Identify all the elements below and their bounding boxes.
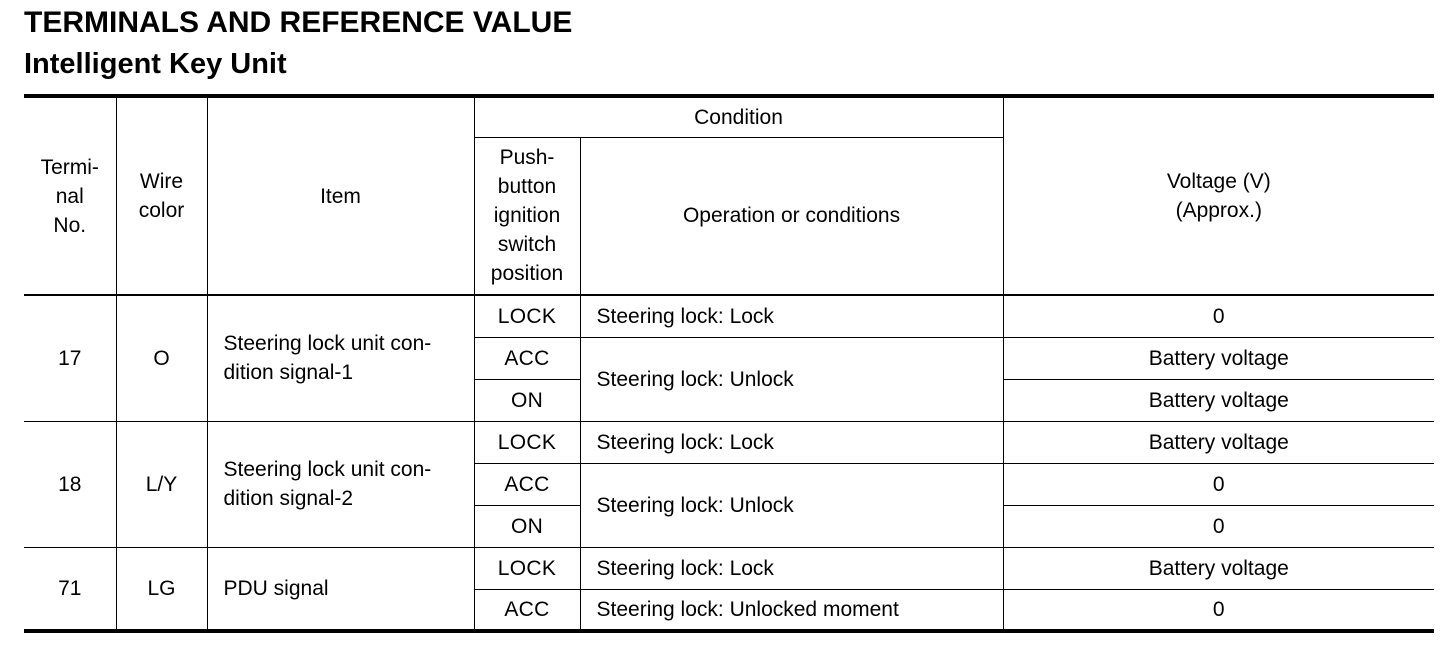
header-condition: Condition — [474, 96, 1003, 137]
header-terminal-line: Termi- — [40, 155, 99, 179]
terminal-cell: 18 — [24, 421, 116, 547]
operation-cell: Steering lock: Lock — [580, 421, 1003, 463]
header-item: Item — [207, 96, 474, 295]
header-voltage-line: (Approx.) — [1175, 199, 1262, 222]
wire-color-cell: LG — [116, 547, 207, 631]
operation-cell: Steering lock: Unlock — [580, 463, 1003, 547]
item-cell — [207, 547, 474, 631]
header-switch-line: ignition — [493, 204, 561, 228]
operation-cell: Steering lock: Lock — [580, 295, 1003, 337]
voltage-cell: 0 — [1003, 589, 1434, 631]
operation-cell: Steering lock: Lock — [580, 547, 1003, 589]
table-row — [24, 295, 1434, 337]
header-switch-line: Push- — [499, 146, 555, 170]
item-line: dition signal-1 — [223, 361, 354, 385]
header-switch-line: switch — [497, 233, 557, 257]
section-subtitle: Intelligent Key Unit — [24, 48, 287, 80]
header-switch-line: button — [497, 175, 557, 199]
header-wire-color — [116, 96, 207, 295]
wire-color-cell: O — [116, 295, 207, 421]
voltage-cell: 0 — [1003, 295, 1434, 337]
voltage-cell: 0 — [1003, 463, 1434, 505]
item-line: dition signal-2 — [223, 487, 354, 510]
table-row — [24, 421, 1434, 463]
header-terminal-line: No. — [53, 213, 87, 237]
position-cell: ON — [474, 505, 580, 547]
position-cell: ACC — [474, 337, 580, 379]
item-cell — [207, 295, 474, 421]
header-voltage-line: Voltage (V) — [1166, 170, 1271, 193]
item-line: Steering lock unit con- — [223, 458, 432, 481]
voltage-cell: 0 — [1003, 505, 1434, 547]
position-cell: LOCK — [474, 421, 580, 463]
voltage-cell: Battery voltage — [1003, 421, 1434, 463]
voltage-cell: Battery voltage — [1003, 547, 1434, 589]
table-row — [24, 547, 1434, 589]
item-line: PDU signal — [223, 576, 329, 600]
position-cell: LOCK — [474, 547, 580, 589]
header-switch-line: position — [490, 262, 564, 286]
position-cell: LOCK — [474, 295, 580, 337]
position-cell: ON — [474, 379, 580, 421]
page-title: TERMINALS AND REFERENCE VALUE — [24, 6, 573, 39]
terminal-cell: 71 — [24, 547, 116, 631]
header-wire-line: Wire — [139, 170, 184, 193]
header-voltage — [1003, 96, 1434, 295]
position-cell: ACC — [474, 463, 580, 505]
position-cell: ACC — [474, 589, 580, 631]
wire-color-cell: L/Y — [116, 421, 207, 547]
voltage-cell: Battery voltage — [1003, 379, 1434, 421]
item-line: Steering lock unit con- — [223, 332, 432, 356]
terminal-cell: 17 — [24, 295, 116, 421]
operation-cell: Steering lock: Unlock — [580, 337, 1003, 421]
header-wire-line: color — [138, 199, 185, 222]
operation-cell: Steering lock: Unlocked moment — [580, 589, 1003, 631]
header-operation: Operation or conditions — [580, 137, 1003, 295]
item-cell — [207, 421, 474, 547]
reference-table — [24, 94, 1434, 633]
voltage-cell: Battery voltage — [1003, 337, 1434, 379]
header-terminal-no — [24, 96, 116, 295]
header-terminal-line: nal — [55, 184, 84, 208]
header-switch-position — [474, 137, 580, 295]
